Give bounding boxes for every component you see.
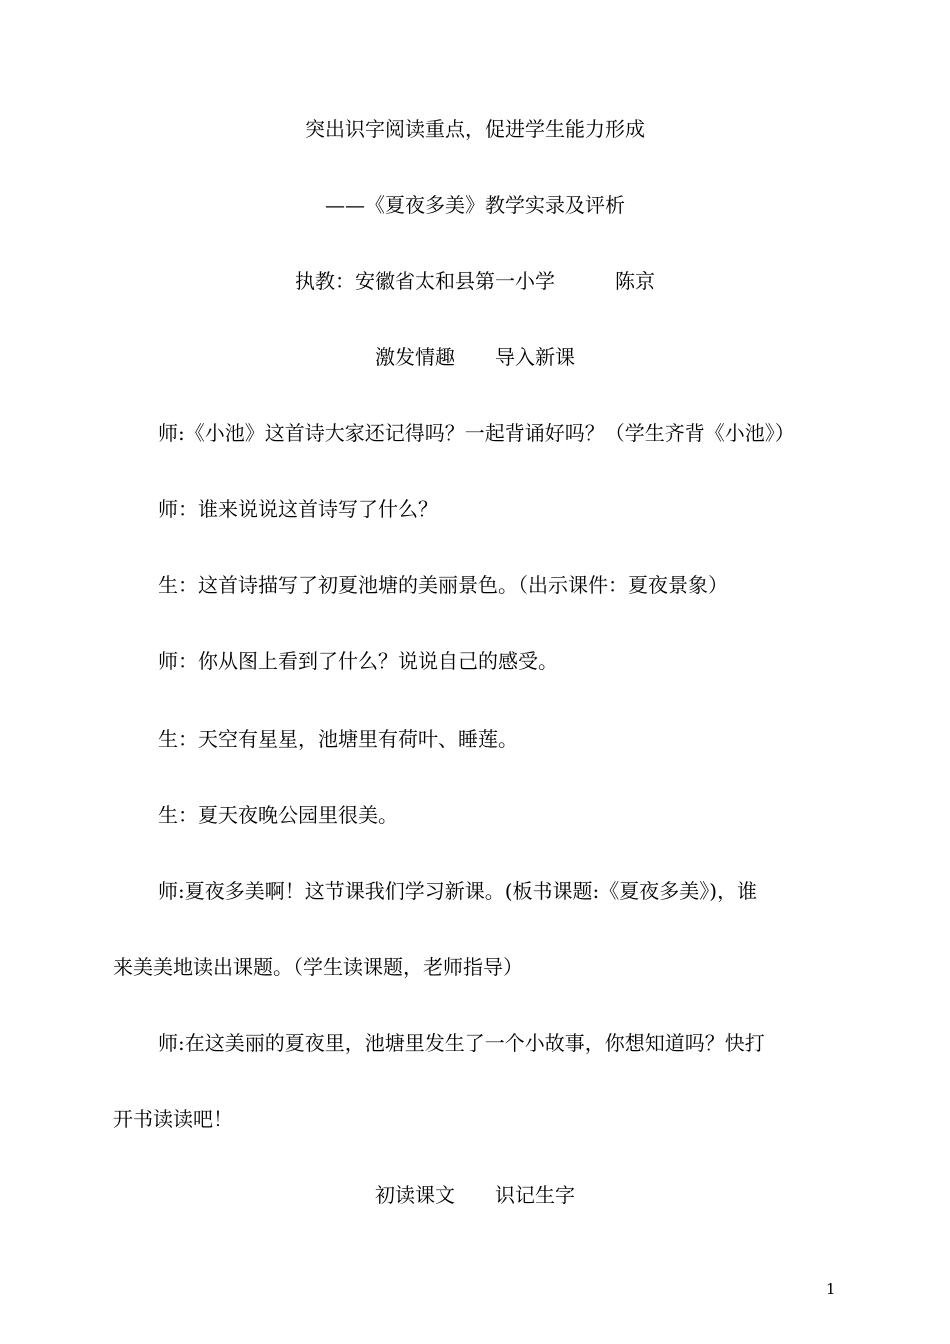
document-subtitle: ——《夏夜多美》教学实录及评析 — [325, 193, 625, 217]
paragraph: 师:《小池》这首诗大家还记得吗？一起背诵好吗？（学生齐背《小池》） — [158, 421, 795, 445]
author-line: 执教：安徽省太和县第一小学 陈京 — [295, 269, 655, 293]
paragraph-line: 开书读读吧！ — [113, 1107, 233, 1131]
document-title: 突出识字阅读重点，促进学生能力形成 — [305, 117, 645, 141]
paragraph: 生：夏天夜晚公园里很美。 — [158, 803, 398, 827]
page-number: 1 — [826, 1280, 836, 1298]
paragraph: 师：你从图上看到了什么？说说自己的感受。 — [158, 649, 558, 673]
section-heading-intro: 激发情趣 导入新课 — [375, 345, 575, 369]
paragraph: 师：谁来说说这首诗写了什么？ — [158, 497, 438, 521]
paragraph-line: 师:在这美丽的夏夜里，池塘里发生了一个小故事，你想知道吗？快打 — [158, 1031, 765, 1055]
paragraph: 生：这首诗描写了初夏池塘的美丽景色。（出示课件：夏夜景象） — [158, 573, 728, 597]
section-heading-reading: 初读课文 识记生字 — [375, 1183, 575, 1207]
paragraph-line: 来美美地读出课题。（学生读课题，老师指导） — [113, 955, 523, 979]
paragraph-line: 师:夏夜多美啊！这节课我们学习新课。(板书课题:《夏夜多美》)，谁 — [158, 879, 758, 903]
paragraph: 生：天空有星星，池塘里有荷叶、睡莲。 — [158, 727, 518, 751]
